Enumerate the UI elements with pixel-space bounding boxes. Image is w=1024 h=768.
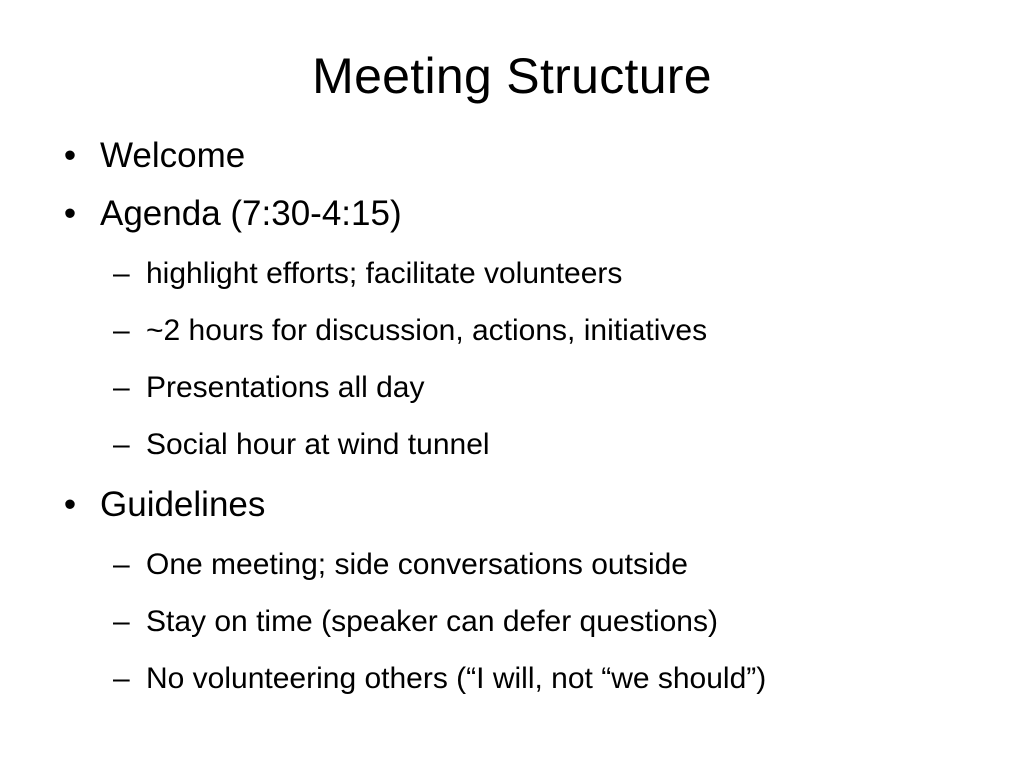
dash-icon: – xyxy=(113,548,130,581)
slide-title: Meeting Structure xyxy=(312,48,712,104)
bullet-text: Agenda (7:30-4:15) xyxy=(100,194,402,233)
sub-bullet-text: One meeting; side conversations outside xyxy=(146,548,688,581)
dash-icon: – xyxy=(113,605,130,638)
dash-icon: – xyxy=(113,314,130,347)
sub-bullet-item xyxy=(0,425,1024,465)
bullet-text: Welcome xyxy=(100,136,246,175)
sub-bullet-item xyxy=(0,545,1024,585)
sub-bullet-item xyxy=(0,659,1024,699)
bullet-item-guidelines xyxy=(0,483,1024,527)
sub-bullet-item xyxy=(0,311,1024,351)
dash-icon: – xyxy=(113,371,130,404)
bullet-icon: • xyxy=(63,485,77,524)
sub-bullet-text: Social hour at wind tunnel xyxy=(146,428,490,461)
slide-body xyxy=(0,126,1024,699)
bullet-item-agenda xyxy=(0,192,1024,236)
sub-bullet-item xyxy=(0,254,1024,294)
sub-bullet-text: ~2 hours for discussion, actions, initiatives xyxy=(146,314,708,347)
sub-bullet-text: Presentations all day xyxy=(146,371,425,404)
sub-bullet-item xyxy=(0,602,1024,642)
bullet-item-welcome xyxy=(0,134,1024,178)
dash-icon: – xyxy=(113,428,130,461)
sub-bullet-text: No volunteering others (“I will, not “we should”) xyxy=(146,662,767,695)
sub-bullet-item xyxy=(0,368,1024,408)
bullet-text: Guidelines xyxy=(100,485,266,524)
sub-bullet-text: highlight efforts; facilitate volunteers xyxy=(146,257,623,290)
dash-icon: – xyxy=(113,662,130,695)
bullet-icon: • xyxy=(63,194,77,233)
sub-bullet-text: Stay on time (speaker can defer questions) xyxy=(146,605,718,638)
dash-icon: – xyxy=(113,257,130,290)
bullet-icon: • xyxy=(63,136,77,175)
